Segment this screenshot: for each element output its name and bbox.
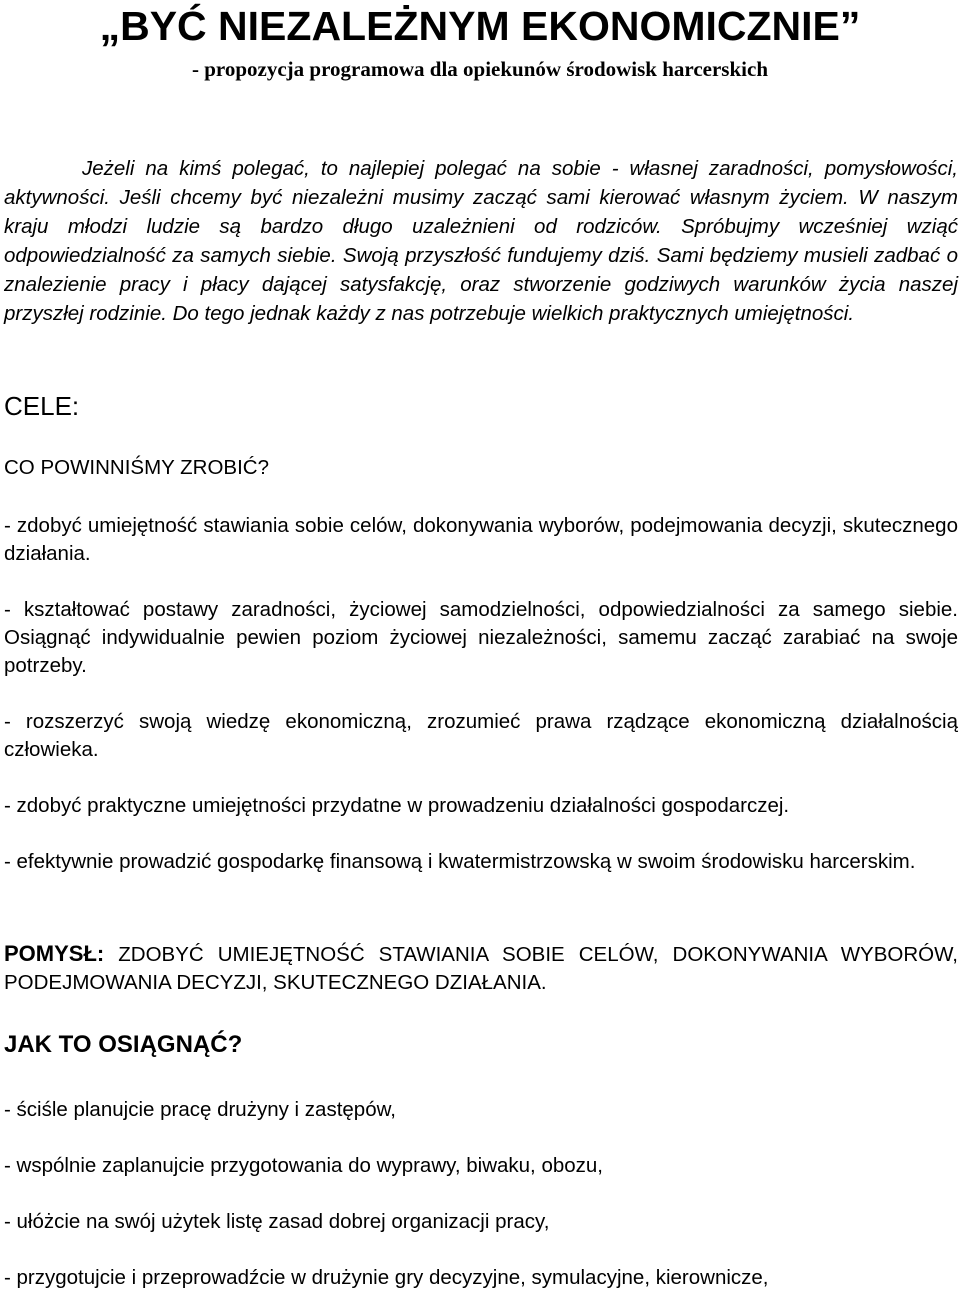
step-item: - ułóżcie na swój użytek listę zasad dobrej organizacji pracy, xyxy=(4,1210,550,1233)
step-item: - przygotujcie i przeprowadźcie w drużynie gry decyzyjne, symulacyjne, kierownicze, xyxy=(4,1266,769,1289)
intro-paragraph: Jeżeli na kimś polegać, to najlepiej polegać na sobie - własnej zaradności, pomysłowości, aktywności. Jeśli chcemy być niezależni musimy zacząć sami kierować własnym życiem. W naszym kraju młodzi ludzie są bardzo długo uzależnieni od rodziców. Spróbujmy wcześniej wziąć odpowiedzialność za samych siebie. Swoją przyszłość fundujemy dziś. Sami będziemy musieli zadbać o znalezienie pracy i płacy dającej satysfakcję, oraz stworzenie godziwych warunków życia naszej przyszłej rodzinie. Do tego jednak każdy z nas potrzebuje wielkich praktycznych umiejętności. xyxy=(4,157,958,325)
goal-item: - zdobyć umiejętność stawiania sobie celów, dokonywania wyborów, podejmowania decyzji, skutecznego działania. xyxy=(4,514,958,565)
step-item: - ściśle planujcie pracę drużyny i zastępów, xyxy=(4,1098,396,1121)
goal-item: - efektywnie prowadzić gospodarkę finansową i kwatermistrzowską w swoim środowisku harcerskim. xyxy=(4,850,916,873)
idea-paragraph xyxy=(4,940,958,997)
cele-heading: CELE: xyxy=(4,391,80,421)
step-item: - wspólnie zaplanujcie przygotowania do wyprawy, biwaku, obozu, xyxy=(4,1154,603,1177)
goal-item: - zdobyć praktyczne umiejętności przydatne w prowadzeniu działalności gospodarczej. xyxy=(4,794,790,817)
document-title: „BYĆ NIEZALEŻNYM EKONOMICZNIE” xyxy=(99,3,861,49)
how-heading: JAK TO OSIĄGNĄĆ? xyxy=(4,1031,243,1058)
idea-label: POMYSŁ: xyxy=(4,941,105,966)
document-subtitle: - propozycja programowa dla opiekunów środowisk harcerskich xyxy=(192,57,768,81)
co-heading: CO POWINNIŚMY ZROBIĆ? xyxy=(4,456,270,479)
goal-item: - kształtować postawy zaradności, życiowej samodzielności, odpowiedzialności za samego siebie. Osiągnąć indywidualnie pewien poziom życiowej niezależności, samemu zacząć zarabiać na swoje potrzeby. xyxy=(4,598,958,677)
goal-item: - rozszerzyć swoją wiedzę ekonomiczną, zrozumieć prawa rządzące ekonomiczną działalnością człowieka. xyxy=(4,710,958,761)
idea-text: ZDOBYĆ UMIEJĘTNOŚĆ STAWIANIA SOBIE CELÓW, DOKONYWANIA WYBORÓW, PODEJMOWANIA DECYZJI, SKUTECZNEGO DZIAŁANIA. xyxy=(4,943,958,994)
